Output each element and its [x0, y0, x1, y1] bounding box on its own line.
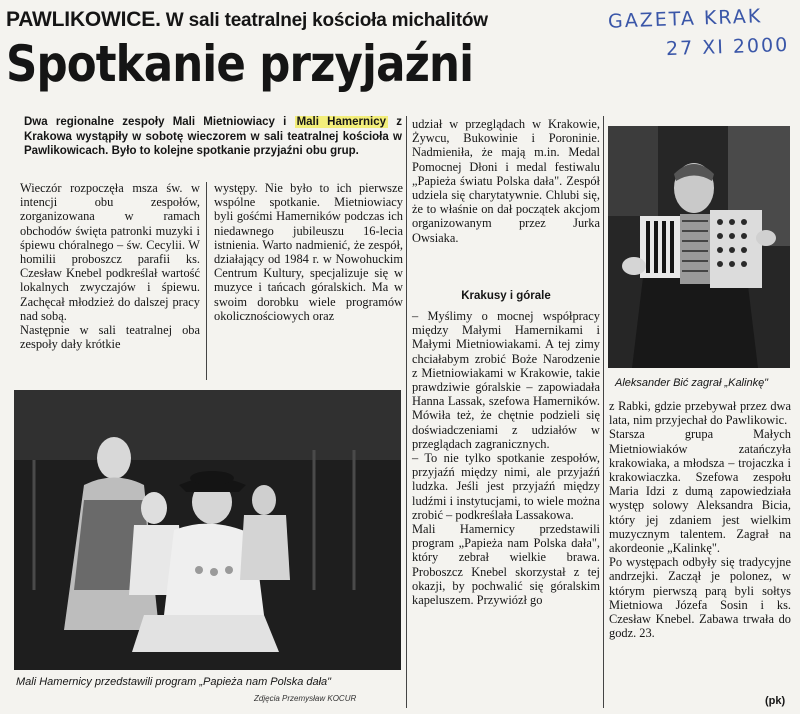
- kicker: [6, 8, 488, 32]
- column-rule: [206, 182, 207, 380]
- kicker-location: PAWLIKOWICE.: [6, 8, 161, 31]
- article-column-4: z Rabki, gdzie przebywał przez dwa lata, nim przyjechał do Pawlikowic. Starsza grupa Małych Mietniowiaków zatańczyła krakowiaka, a młodsza – trojaczka i krakowiaczka. Szefowa zespołu Maria Idzi z dumą zapowiedziała występ solowy Aleksandra Bicia, który jej zdaniem jest wielkim muzycznym talentem. Zagrał na akordeonie „Kalinkę". Po występach odbyły się tradycyjne andrzejki. Zaczął je polonez, w którym pierwszą parą byli sołtys Mietniowa Józefa Sosin i ks. Czesław Knebel. Zabawa trwała do godz. 23.: [609, 399, 791, 641]
- photo-accordionist: [608, 126, 790, 368]
- lead-part-1: Dwa regionalne zespoły Mali Mietniowiacy i: [24, 116, 295, 128]
- article-column-3-bottom: – Myślimy o mocnej współpracy między Małymi Hamernikami i Małymi Mietniowiakami. A tej zimy chciałabym zrobić Boże Narodzenie z Mietniowiakami w Krakowie, takie prawdziwie góralskie – zapowiadała Hanna Lassak, szefowa Hamerników. Mówiła też, że chętnie podzieli się doświadczeniami z udziałów w przeglądach zagranicznych. – To nie tylko spotkanie zespołów, przyjaźń między nimi, ale przyjaźń ludzka. Jeśli jest przyjaźń między ludźmi i instytucjami, to wiele można zrobić – podkreślała Lassakowa. Mali Hamernicy przedstawili program „Papieża nam Polska dała", który zebrał wielkie brawa. Proboszcz Knebel skorzystał z tej okazji, by pochwalić się góralskim kapeluszem. Przywiózł go: [412, 309, 600, 608]
- article-column-1: Wieczór rozpoczęła msza św. w intencji obu zespołów, zorganizowana w ramach obchodów święta patronki muzyki i śpiewu chóralnego – św. Cecylii. W homilii proboszcz parafii ks. Czesław Knebel podkreślał wartość lokalnych zwyczajów i śpiewu. Zachęcał młodzież do dalszej pracy nad sobą. Następnie w sali teatralnej oba zespoły dały krótkie: [20, 181, 200, 352]
- column-rule: [603, 116, 604, 708]
- column-rule: [406, 116, 407, 708]
- subheading: Krakusy i górale: [461, 290, 551, 302]
- handwritten-source-note: GAZETA KRAK: [607, 5, 763, 33]
- photo-credit: Zdjęcia Przemysław KOCUR: [254, 694, 357, 703]
- kicker-text: W sali teatralnej kościoła michalitów: [160, 10, 488, 31]
- photo-left-caption: Mali Hamernicy przedstawili program „Papieża nam Polska dała": [16, 676, 332, 688]
- handwritten-date-note: 27 XI 2000: [665, 33, 790, 61]
- photo-dancers: [14, 390, 401, 670]
- article-column-2: występy. Nie było to ich pierwsze wspólne spotkanie. Mietniowiacy byli gośćmi Hamerników podczas ich niedawnego jubileuszu 16-lecia istnienia. Warto nadmienić, że zespół, działający od 1984 r. w Nowohuckim Centrum Kultury, specjalizuje się w muzyce i tańcach góralskich. Ma w swoim dorobku wiele programów okolicznościowych oraz: [214, 181, 403, 323]
- lead-part-2: z Krakowa wystąpiły w sobotę wieczorem w sali teatralnej kościoła w Pawlikowicach. Było to kolejne spotkanie przyjaźni obu grup.: [24, 116, 402, 157]
- photo-right-caption: Aleksander Bić zagrał „Kalinkę": [615, 377, 769, 389]
- lead-highlight: Mali Hamernicy: [296, 116, 386, 128]
- article-column-3-top: udział w przeglądach w Krakowie, Żywcu, Bukowinie i Poroninie. Nadmieniła, że mają m.in. Medal Pomocnej Dłoni i medal festiwalu „Papieża światu Polska dała". Zespół udziela się charytatywnie. Chlubi się, że to właśnie on dał początek akcjom organizowanym przez Jurka Owsiaka.: [412, 117, 600, 245]
- headline: Spotkanie przyjaźni: [6, 35, 474, 93]
- author-signature: (pk): [765, 695, 786, 707]
- lead-paragraph: [24, 115, 402, 159]
